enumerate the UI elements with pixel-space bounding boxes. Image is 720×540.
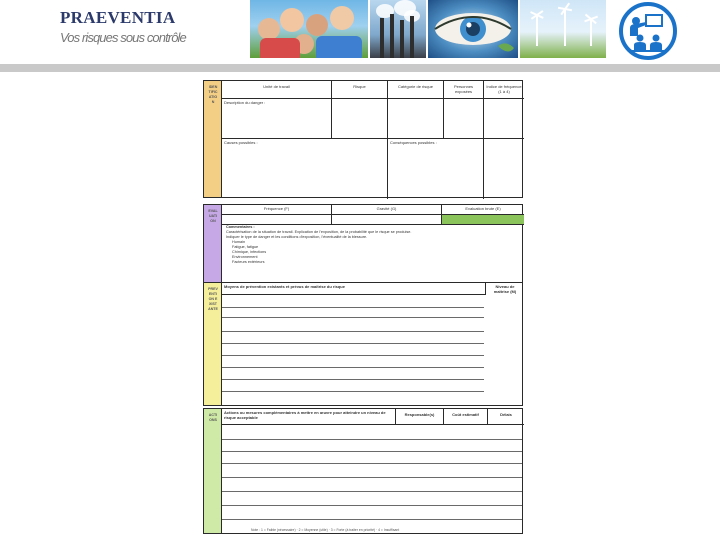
- responsible-header: Responsable(s): [396, 409, 444, 425]
- comment-bullet: Humain: [232, 240, 246, 244]
- cost-header: Coût estimatif: [444, 409, 488, 425]
- frequency-value-cell[interactable]: [222, 215, 332, 225]
- empty-cell[interactable]: [332, 99, 388, 139]
- frequency-header: Fréquence (F): [222, 205, 332, 215]
- comment-line: Indiquer le type de danger et les conditions d'exposition, l'éventualité de la blessure.: [226, 235, 368, 239]
- form-line: [222, 519, 522, 520]
- brand-block: [60, 8, 240, 45]
- stripe-label: ACTIONS: [208, 413, 218, 422]
- eye-icon: [428, 0, 518, 58]
- empty-cell[interactable]: [484, 99, 524, 139]
- control-level-cell[interactable]: Niveau de maîtrise (M): [493, 284, 517, 294]
- header-cell: Indice de fréquence (1 à 4): [484, 81, 524, 99]
- brand-name: PRAEVENTIA: [60, 8, 176, 27]
- possible-causes-cell[interactable]: Causes possibles :: [222, 139, 388, 199]
- form-line: [222, 463, 522, 464]
- photo-eye-earth: [428, 0, 518, 58]
- form-line: [222, 439, 522, 440]
- section-existing-prevention: [203, 282, 523, 406]
- possible-consequences-cell[interactable]: Conséquences possibles :: [388, 139, 484, 199]
- empty-cell[interactable]: [388, 99, 444, 139]
- raw-evaluation-header: Evaluation brute (E): [442, 205, 524, 215]
- empty-cell[interactable]: [484, 139, 524, 199]
- header-cell: Unité de travail: [222, 81, 332, 99]
- section-identification: [203, 80, 523, 198]
- photo-wind-turbines: [520, 0, 606, 58]
- stripe-label: IDENTIFICATION: [208, 85, 218, 104]
- comment-bullet: Fatigue, fatigue: [232, 245, 259, 249]
- gravity-value-cell[interactable]: [332, 215, 442, 225]
- form-line: [222, 477, 522, 478]
- risk-assessment-sheet: [203, 80, 523, 534]
- raw-evaluation-value-cell[interactable]: [442, 215, 524, 225]
- header-divider: [0, 64, 720, 72]
- form-line: [222, 391, 484, 392]
- comment-bullet: Facteurs extérieurs: [232, 260, 265, 264]
- section-stripe: [204, 283, 222, 405]
- form-line: [222, 355, 484, 356]
- comment-bullet: Chimique, infections: [232, 250, 267, 254]
- training-logo-icon: [612, 0, 684, 60]
- gravity-header: Gravité (G): [332, 205, 442, 215]
- photo-power-plant: [370, 0, 426, 58]
- form-line: [222, 451, 522, 452]
- stripe-label: EVALUATION: [208, 209, 218, 223]
- comment-bullet: Environnement: [232, 255, 258, 259]
- header-cell: Risque: [332, 81, 388, 99]
- form-line: [222, 505, 522, 506]
- footnote: Note : 1 = Faible (nécessaire) · 2 = Moyenne (utile) · 3 = Forte (à traiter en priorité) · 4 = Insuffisant: [251, 528, 400, 532]
- comments-block: [226, 225, 516, 265]
- form-line: [222, 331, 484, 332]
- form-line: [222, 307, 484, 308]
- actions-title-cell: Actions ou mesures complémentaires à mettre en œuvre pour atteindre un niveau de risque acceptable: [222, 409, 396, 425]
- form-line: [222, 343, 484, 344]
- section-stripe: [204, 81, 222, 197]
- form-line: [222, 317, 484, 318]
- deadline-header: Délais: [488, 409, 524, 425]
- form-line: [222, 379, 484, 380]
- form-line: [222, 367, 484, 368]
- photo-children: [250, 0, 368, 58]
- comments-title: Commentaires :: [226, 225, 255, 229]
- section-actions: [203, 408, 523, 534]
- section-stripe: [204, 409, 222, 533]
- form-line: [222, 491, 522, 492]
- header-cell: Personnes exposées: [444, 81, 484, 99]
- stripe-label: PREVENTION EXISTANTE: [208, 287, 218, 311]
- danger-description-cell[interactable]: Description du danger :: [222, 99, 332, 139]
- comment-line: Caractérisation de la situation de travail. Explication de l'exposition, de la probabilité que le risque se produise.: [226, 230, 412, 234]
- empty-cell[interactable]: [444, 99, 484, 139]
- brand-tagline: Vos risques sous contrôle: [60, 30, 186, 45]
- header-cell: Catégorie de risque: [388, 81, 444, 99]
- prevention-title-cell: Moyens de prévention existants et prévus de maîtrise du risque: [222, 283, 486, 295]
